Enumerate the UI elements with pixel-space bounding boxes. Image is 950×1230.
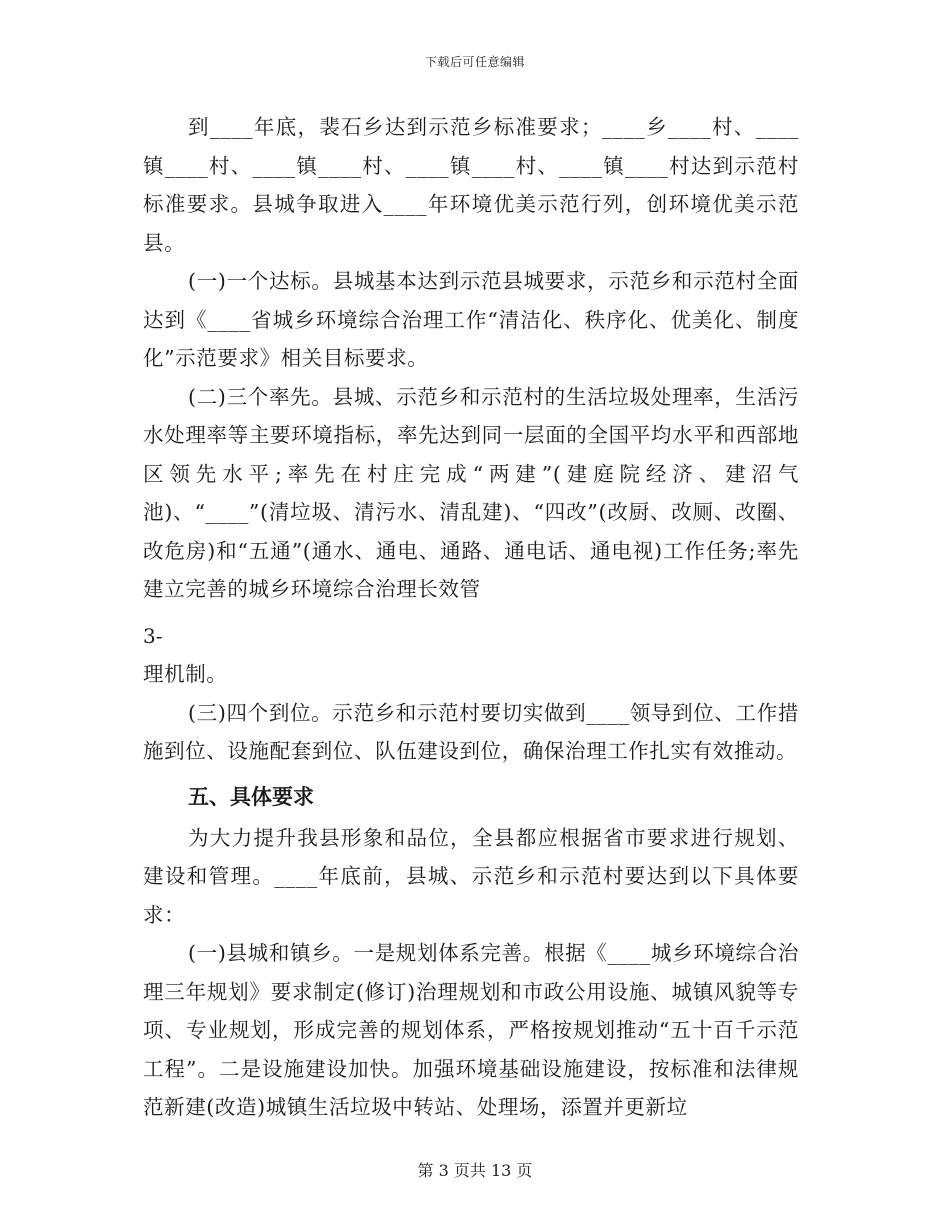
paragraph-three-firsts: (二)三个率先。县城、示范乡和示范村的生活垃圾处理率，生活污水处理率等主要环境指标，率先达到同一层面的全国平均水平和西部地区领先水平;率先在村庄完成“两建”(建庭院经济、建沼气池)、“____”(清垃圾、清污水、清乱建)、“四改”(改厨、改厕、改圈、改危房)和“五通”(通水、通电、通路、通电话、通电视)工作任务;率先建立完善的城乡环境综合治理长效管 xyxy=(143,384,799,601)
paragraph-continuation: 理机制。 xyxy=(143,662,228,686)
page-header: 下载后可任意编辑 xyxy=(424,55,525,69)
paragraph-four-in-place: (三)四个到位。示范乡和示范村要切实做到____领导到位、工作措施到位、设施配套到位、队伍建设到位，确保治理工作扎实有效推动。 xyxy=(143,700,799,763)
page-marker: 3- xyxy=(143,623,163,648)
document-body xyxy=(143,108,799,1127)
section-heading: 五、具体要求 xyxy=(188,784,314,809)
paragraph-county-towns: (一)县城和镇乡。一是规划体系完善。根据《____城乡环境综合治理三年规划》要求制定(修订)治理规划和市政公用设施、城镇风貌等专项、专业规划，形成完善的规划体系，严格按规划推动“五十百千示范工程”。二是设施建设加快。加强环境基础设施建设，按标准和法律规范新建(改造)城镇生活垃圾中转站、处理场，添置并更新垃 xyxy=(143,941,799,1119)
page-footer: 第 3 页共 13 页 xyxy=(417,1161,533,1180)
paragraph-one-standard: (一)一个达标。县城基本达到示范县城要求，示范乡和示范村全面达到《____省城乡环境综合治理工作“清洁化、秩序化、优美化、制度化”示范要求》相关目标要求。 xyxy=(143,269,799,370)
paragraph-requirements-intro: 为大力提升我县形象和品位，全县都应根据省市要求进行规划、建设和管理。____年底前，县城、示范乡和示范村要达到以下具体要求： xyxy=(143,825,799,927)
paragraph-targets: 到____年底，裴石乡达到示范乡标准要求；____乡____村、____镇____村、____镇____村、____镇____村、____镇____村达到示范村标准要求。县城争取进入____年环境优美示范行列，创环境优美示范县。 xyxy=(143,115,799,255)
